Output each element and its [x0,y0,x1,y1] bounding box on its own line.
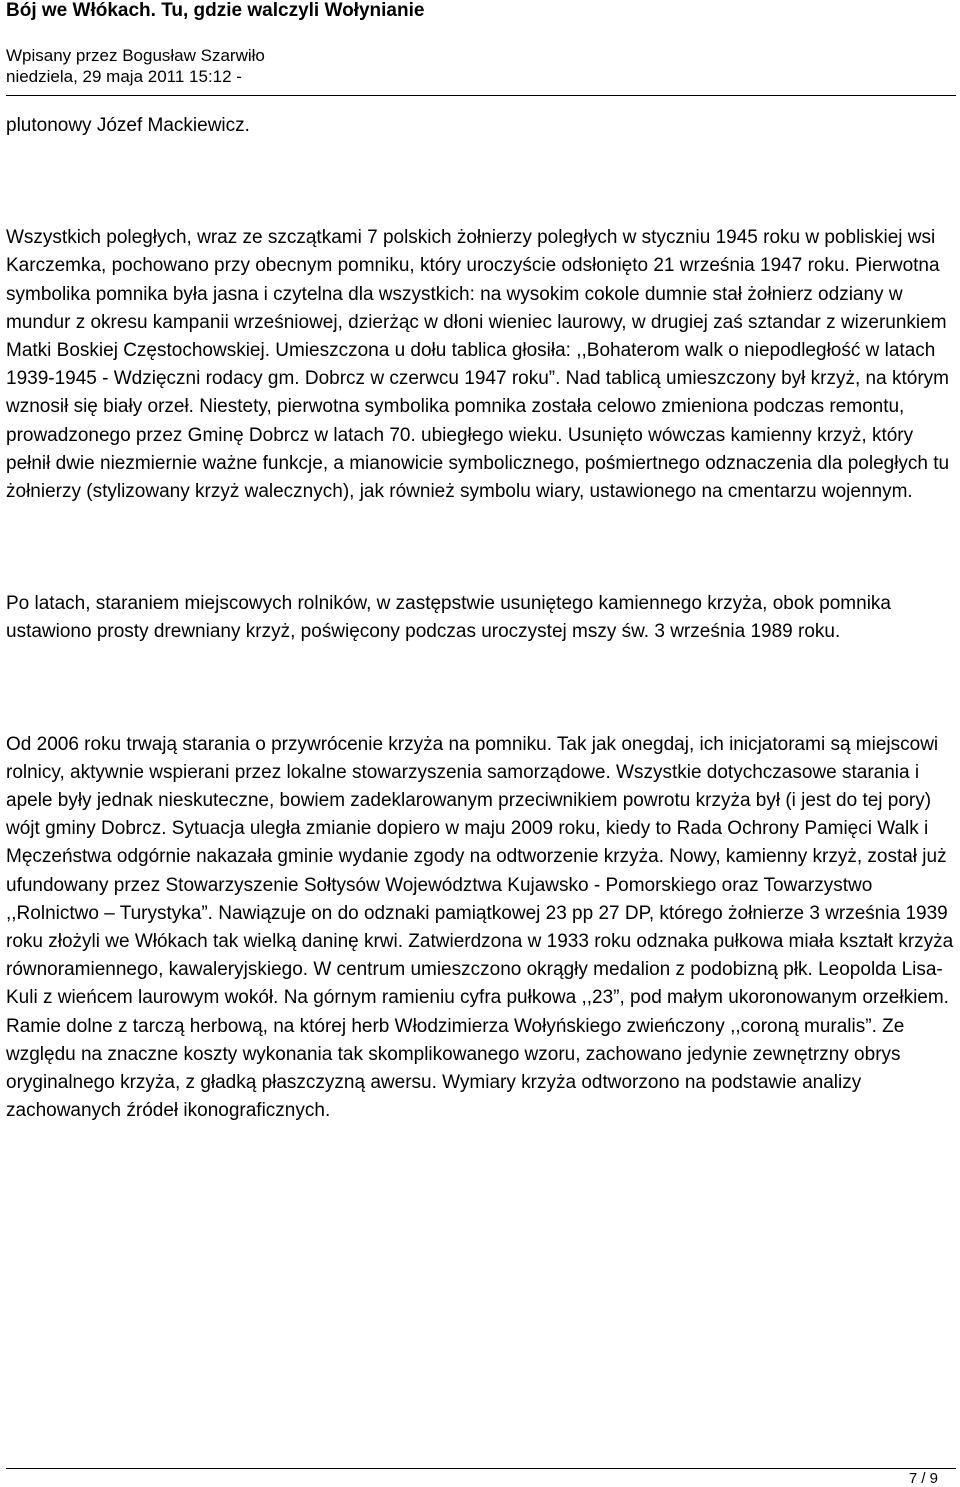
page-header [6,0,956,87]
header-divider [6,95,956,96]
article-title: Bój we Włókach. Tu, gdzie walczyli Wołynianie [6,0,425,21]
paragraph-1: plutonowy Józef Mackiewicz. [6,115,250,136]
paragraph-3: Po latach, staraniem miejscowych rolników, w zastępstwie usuniętego kamiennego krzyża, obok pomnika ustawiono prosty drewniany krzyż, poświęcony podczas uroczystej mszy św. 3 września 1989 roku. [6,593,891,643]
paragraph-2: Wszystkich poległych, wraz ze szczątkami 7 polskich żołnierzy poległych w styczniu 1945 roku w pobliskiej wsi Karczemka, pochowano przy obecnym pomniku, który uroczyście odsłonięto 21 września 1947 roku. Pierwotna symbolika pomnika była jasna i czytelna dla wszystkich: na wysokim cokole dumnie stał żołnierz odziany w mundur z okresu kampanii wrześniowej, dzierżąc w dłoni wieniec laurowy, w drugiej zaś sztandar z wizerunkiem Matki Boskiej Częstochowskiej. Umieszczona u dołu tablica głosiła: ,,Bohaterom walk o niepodległość w latach 1939-1945 - Wdzięczni rodacy gm. Dobrcz w czerwcu 1947 roku”. Nad tablicą umieszczony był krzyż, na którym wznosił się biały orzeł. Niestety, pierwotna symbolika pomnika została celowo zmieniona podczas remontu, prowadzonego przez Gminę Dobrcz w latach 70. ubiegłego wieku. Usunięto wówczas kamienny krzyż, który pełnił dwie niezmiernie ważne funkcje, a mianowicie symbolicznego, pośmiertnego odznaczenia dla poległych tu żołnierzy (stylizowany krzyż walecznych), jak również symbolu wiary, ustawionego na cmentarzu wojennym. [6,227,950,503]
date-line: niedziela, 29 maja 2011 15:12 - [6,67,242,86]
article-body [6,112,956,1125]
byline [6,45,956,87]
page-indicator: 7 / 9 [908,1470,938,1487]
paragraph-4: Od 2006 roku trwają starania o przywrócenie krzyża na pomniku. Tak jak onegdaj, ich inicjatorami są miejscowi rolnicy, aktywnie wspierani przez lokalne stowarzyszenia samorządowe. Wszystkie dotychczasowe starania i apele były jednak nieskuteczne, bowiem zadeklarowanym przeciwnikiem powrotu krzyża był (i jest do tej pory) wójt gminy Dobrcz. Sytuacja uległa zmianie dopiero w maju 2009 roku, kiedy to Rada Ochrony Pamięci Walk i Męczeństwa odgórnie nakazała gminie wydanie zgody na odtworzenie krzyża. Nowy, kamienny krzyż, został już ufundowany przez Stowarzyszenie Sołtysów Województwa Kujawsko - Pomorskiego oraz Towarzystwo ,,Rolnictwo – Turystyka”. Nawiązuje on do odznaki pamiątkowej 23 pp 27 DP, którego żołnierze 3 września 1939 roku złożyli we Włókach tak wielką daninę krwi. Zatwierdzona w 1933 roku odznaka pułkowa miała kształt krzyża równoramiennego, kawaleryjskiego. W centrum umieszczono okrągły medalion z podobizną płk. Leopolda Lisa-Kuli z wieńcem laurowym wokół. Na górnym ramieniu cyfra pułkowa ,,23”, pod małym ukoronowanym orzełkiem. Ramie dolne z tarczą herbową, na której herb Włodzimierza Wołyńskiego zwieńczony ,,coroną muralis”. Ze względu na znaczne koszty wykonania tak skomplikowanego wzoru, zachowano jedynie zewnętrzny obrys oryginalnego krzyża, z gładką płaszczyzną awersu. Wymiary krzyża odtworzono na podstawie analizy zachowanych źródeł ikonograficznych. [6,733,954,1122]
footer-divider [6,1468,956,1469]
author-line: Wpisany przez Bogusław Szarwiło [6,46,265,65]
